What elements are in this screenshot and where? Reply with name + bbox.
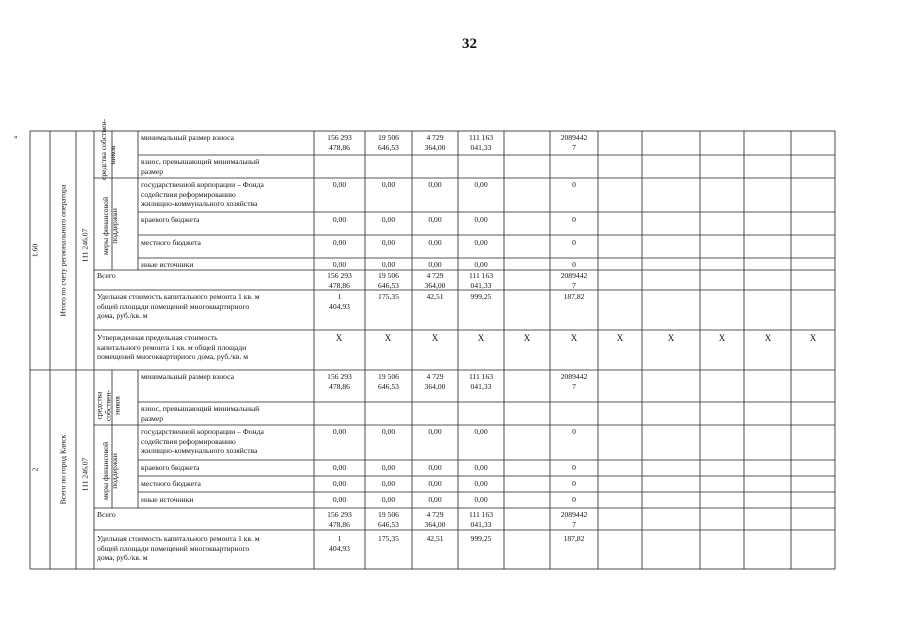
limit-x-mark: X bbox=[523, 333, 531, 343]
block1-cell: 187,82 bbox=[563, 292, 585, 301]
block2-cell: 0 bbox=[572, 479, 576, 488]
block2-cell: 156 293 478,86 bbox=[327, 372, 352, 391]
limit-x-mark: X bbox=[335, 333, 343, 343]
block1-cell: 0,00 bbox=[428, 215, 442, 224]
limit-x-mark: X bbox=[616, 333, 624, 343]
block2-row-number: 2 bbox=[30, 467, 40, 472]
corner-mark: « bbox=[14, 133, 18, 141]
block1-cell: 0,00 bbox=[332, 238, 347, 247]
limit-x-mark: X bbox=[764, 333, 772, 343]
limit-x-mark: X bbox=[431, 333, 439, 343]
limit-x-mark: X bbox=[718, 333, 726, 343]
block2-cell: 0,00 bbox=[381, 463, 396, 472]
block1-cell: 19 506 646,53 bbox=[378, 133, 399, 152]
block2-cell: 0,00 bbox=[428, 463, 442, 472]
block1-cell: 0,00 bbox=[474, 180, 488, 189]
limit-x-mark: X bbox=[477, 333, 485, 343]
block1-row-label: краевого бюджета bbox=[141, 215, 200, 224]
block1-cell: 111 163 041,33 bbox=[468, 133, 494, 152]
block1-cell: 0,00 bbox=[332, 180, 347, 189]
block2-support-label: меры финансовой поддержки bbox=[101, 441, 119, 501]
block1-cell: 0,00 bbox=[428, 180, 442, 189]
block1-owners-label: средства собствен- ников bbox=[99, 119, 117, 180]
block1-cell: 0 bbox=[572, 238, 576, 247]
block2-cell: 0,00 bbox=[332, 495, 347, 504]
block2-cell: 0,00 bbox=[381, 427, 396, 436]
block1-cell: 0,00 bbox=[474, 238, 488, 247]
block1-cell: 2089442 7 bbox=[560, 133, 588, 152]
block2-cell: 111 163 041,33 bbox=[468, 372, 494, 391]
block1-cell: 1 404,93 bbox=[329, 292, 350, 311]
block2-cell: 0,00 bbox=[381, 495, 396, 504]
block1-cell: 156 293 478,86 bbox=[327, 271, 352, 290]
block2-cell: 0,00 bbox=[428, 495, 442, 504]
block2-cell: 0,00 bbox=[428, 479, 442, 488]
block1-limit-label: Утвержденная предельная стоимость капитального ремонта 1 кв. м общей площади помещений многоквартирного дома, руб./кв. м bbox=[97, 333, 249, 361]
block1-cell: 0,00 bbox=[381, 215, 396, 224]
block1-total-label: Всего bbox=[97, 271, 116, 280]
block1-cell: 111 163 041,33 bbox=[468, 271, 494, 290]
block1-cell: 0,00 bbox=[428, 238, 442, 247]
block1-support-label: меры финансовой поддержки bbox=[101, 196, 119, 256]
block1-cell: 0 bbox=[572, 215, 576, 224]
block2-row-label: минимальный размер взноса bbox=[141, 372, 234, 381]
block2-cell: 999,25 bbox=[470, 534, 492, 543]
block1-cell: 175,35 bbox=[378, 292, 399, 301]
limit-x-mark: X bbox=[809, 333, 817, 343]
block1-row-label: взнос, превышающий минимальный размер bbox=[141, 157, 260, 176]
limit-x-mark: X bbox=[384, 333, 392, 343]
block2-cell: 0,00 bbox=[474, 495, 488, 504]
block1-cell: 0,00 bbox=[332, 215, 347, 224]
block1-cell: 0 bbox=[572, 180, 576, 189]
block1-cell: 0,00 bbox=[381, 238, 396, 247]
limit-x-mark: X bbox=[570, 333, 578, 343]
block1-row-label: государственной корпорации – Фонда содействия реформированию жилищно-коммунального хозяйства bbox=[141, 180, 264, 208]
block2-total-label: Всего bbox=[97, 510, 116, 519]
block1-row-label: местного бюджета bbox=[141, 238, 201, 247]
block1-row-label: минимальный размер взноса bbox=[141, 133, 234, 142]
block2-cell: 0,00 bbox=[381, 479, 396, 488]
block2-cell: 111 163 041,33 bbox=[468, 510, 494, 529]
block2-cell: 0,00 bbox=[474, 479, 488, 488]
block1-cell: 4 729 364,00 bbox=[424, 133, 446, 152]
block2-area: 111 246,07 bbox=[80, 457, 90, 492]
block1-cell: 19 506 646,53 bbox=[378, 271, 399, 290]
block2-cell: 0 bbox=[572, 427, 576, 436]
block2-cell: 2089442 7 bbox=[560, 510, 588, 529]
block1-row-number: 1.60 bbox=[30, 243, 40, 258]
block1-group-name: Итого по счету регионального оператора bbox=[58, 184, 68, 317]
block2-unit-cost-label: Удельная стоимость капитального ремонта 1 кв. м общей площади помещений многоквартирного дома, руб./кв. м bbox=[97, 534, 260, 562]
block2-row-label: взнос, превышающий минимальный размер bbox=[141, 404, 260, 423]
block2-cell: 4 729 364,00 bbox=[424, 372, 446, 391]
block1-cell: 0,00 bbox=[474, 215, 488, 224]
block2-owners-label: средства собствен- ников bbox=[94, 389, 122, 422]
block2-cell: 2089442 7 bbox=[560, 372, 588, 391]
page-number: 32 bbox=[462, 36, 477, 52]
block2-cell: 0 bbox=[572, 495, 576, 504]
block2-cell: 19 506 646,53 bbox=[378, 372, 399, 391]
block1-cell: 0,00 bbox=[332, 260, 347, 269]
block2-cell: 0,00 bbox=[332, 479, 347, 488]
block1-cell: 999,25 bbox=[470, 292, 492, 301]
block2-cell: 42,51 bbox=[426, 534, 444, 543]
limit-x-mark: X bbox=[667, 333, 675, 343]
block2-row-label: краевого бюджета bbox=[141, 463, 200, 472]
block1-cell: 0,00 bbox=[381, 260, 396, 269]
block1-cell: 156 293 478,86 bbox=[327, 133, 352, 152]
block1-cell: 0,00 bbox=[428, 260, 442, 269]
block2-row-label: государственной корпорации – Фонда содействия реформированию жилищно-коммунального хозяйства bbox=[141, 427, 264, 455]
block1-cell: 0,00 bbox=[381, 180, 396, 189]
block2-row-label: местного бюджета bbox=[141, 479, 201, 488]
block2-cell: 0,00 bbox=[428, 427, 442, 436]
block2-cell: 156 293 478,86 bbox=[327, 510, 352, 529]
block2-cell: 0,00 bbox=[474, 463, 488, 472]
block2-cell: 0,00 bbox=[332, 463, 347, 472]
block1-unit-cost-label: Удельная стоимость капитального ремонта 1 кв. м общей площади помещений многоквартирного дома, руб./кв. м bbox=[97, 292, 260, 320]
block2-cell: 0,00 bbox=[332, 427, 347, 436]
block1-cell: 42,51 bbox=[426, 292, 444, 301]
block2-group-name: Всего по город Канск bbox=[58, 434, 68, 505]
block2-cell: 19 506 646,53 bbox=[378, 510, 399, 529]
block2-cell: 0 bbox=[572, 463, 576, 472]
block1-cell: 2089442 7 bbox=[560, 271, 588, 290]
block2-row-label: иные источники bbox=[141, 495, 194, 504]
block1-area: 111 246,07 bbox=[80, 228, 90, 263]
block2-cell: 175,35 bbox=[378, 534, 399, 543]
block2-cell: 4 729 364,00 bbox=[424, 510, 446, 529]
block1-cell: 0 bbox=[572, 260, 576, 269]
block1-cell: 0,00 bbox=[474, 260, 488, 269]
block2-cell: 0,00 bbox=[474, 427, 488, 436]
block2-cell: 187,82 bbox=[563, 534, 585, 543]
block1-cell: 4 729 364,00 bbox=[424, 271, 446, 290]
block2-cell: 1 404,93 bbox=[329, 534, 350, 553]
block1-row-label: иные источники bbox=[141, 260, 194, 269]
